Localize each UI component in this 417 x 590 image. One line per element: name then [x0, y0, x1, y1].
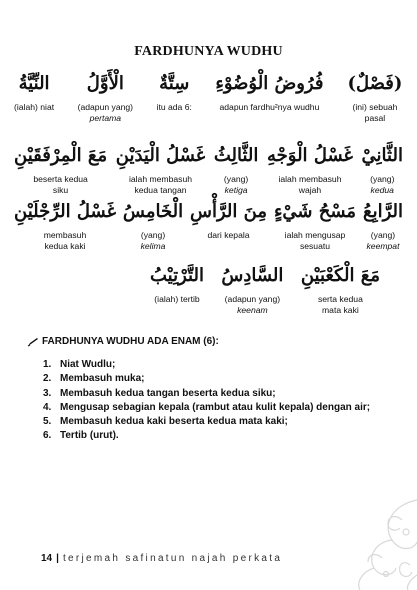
arabic-word: فُرُوضُ الْوُضُوْءِ — [215, 73, 324, 94]
translation-italic: ketiga — [224, 185, 248, 195]
translation-text: (yang) — [370, 230, 396, 240]
word-translation — [367, 230, 400, 252]
translation-italic: keempat — [366, 241, 400, 251]
list-text: Tertib (urut). — [60, 430, 119, 442]
word-translation — [35, 230, 95, 252]
list-number: 4. — [43, 401, 52, 413]
arabic-word: الْأَوَّلُ — [86, 73, 124, 94]
word-translation — [350, 102, 400, 124]
translation-text: (ini) sebuah pasal — [352, 102, 398, 123]
arabic-word: غَسْلُ الْوَجْهِ — [267, 145, 353, 166]
translation-italic: keenam — [237, 305, 268, 315]
translation-text: (adapun yang) — [77, 102, 134, 112]
arabic-word: الثَّانِيْ — [361, 145, 403, 166]
word-cell — [362, 142, 403, 196]
list-text: Membasuh muka; — [60, 373, 145, 385]
translation-text: (ialah) tertib — [154, 294, 200, 304]
word-translation — [141, 230, 166, 252]
arabic-word: مِنَ الرَّأْسِ — [190, 201, 268, 222]
arabic-word: الرَّابِعُ — [362, 201, 403, 222]
list-number: 2. — [43, 373, 52, 385]
arabic-word: مَعَ الْكَعْبَيْنِ — [300, 265, 380, 286]
word-translation — [310, 294, 370, 316]
arabic-word: التَّرْتِيْبُ — [150, 265, 204, 286]
word-cell — [123, 198, 183, 252]
word-cell — [221, 262, 283, 316]
list-item — [43, 387, 370, 401]
word-row-4 — [150, 262, 380, 316]
translation-text: (yang) — [370, 174, 395, 184]
section-heading-text: FARDHUNYA WUDHU ADA ENAM (6): — [42, 336, 219, 347]
arabic-word: النِّيَّةُ — [18, 73, 50, 94]
list-item — [43, 401, 370, 415]
page-title: FARDHUNYA WUDHU — [134, 44, 283, 59]
word-translation — [78, 102, 133, 124]
word-cell — [214, 142, 259, 196]
page-number: 14 — [41, 553, 53, 564]
word-translation — [225, 294, 280, 316]
arabic-word: مَسْحُ شَيْءٍ — [273, 201, 357, 222]
word-cell — [274, 198, 356, 252]
word-translation — [219, 102, 319, 113]
word-translation — [157, 102, 192, 113]
list-number: 1. — [43, 359, 52, 370]
word-cell — [347, 70, 403, 124]
arabic-word: السَّادِسُ — [221, 265, 284, 286]
word-cell — [190, 198, 267, 252]
list-text: Mengusap sebagian kepala (rambut atau kulit kepala) dengan air; — [60, 401, 371, 413]
translation-text: serta kedua mata kaki — [317, 294, 363, 315]
word-cell — [78, 70, 133, 124]
arabic-word: مَعَ الْمِرْفَقَيْنِ — [14, 145, 108, 166]
word-cell — [14, 70, 54, 124]
translation-italic: kedua — [370, 185, 394, 195]
translation-text: ialah membasuh wajah — [278, 174, 342, 195]
translation-text: beserta kedua siku — [33, 174, 88, 195]
translation-italic: pertama — [89, 113, 122, 123]
translation-text: (adapun yang) — [224, 294, 281, 304]
word-translation — [154, 294, 199, 305]
fardhu-list — [43, 358, 370, 444]
word-cell — [363, 198, 403, 252]
word-row-2 — [14, 142, 403, 196]
arabic-word: غَسْلُ الرِّجْلَيْنِ — [14, 201, 117, 222]
list-number: 5. — [43, 416, 52, 428]
list-text: Membasuh kedua tangan beserta kedua siku; — [60, 387, 276, 399]
section-heading — [27, 336, 219, 347]
translation-text: membasuh kedua kaki — [43, 230, 87, 251]
arabic-word: الْخَامِسُ — [122, 201, 184, 222]
word-translation — [370, 174, 394, 196]
word-cell — [157, 70, 192, 124]
list-item — [43, 358, 370, 372]
word-cell — [301, 262, 380, 316]
list-item — [43, 372, 370, 386]
word-cell — [14, 198, 116, 252]
word-cell — [150, 262, 204, 316]
arabic-word: سِتَّةٌ — [159, 73, 190, 94]
word-translation — [274, 174, 346, 196]
list-number: 6. — [43, 430, 52, 442]
word-cell — [116, 142, 205, 196]
translation-text: adapun fardhu²nya wudhu — [219, 102, 320, 112]
word-translation — [121, 174, 199, 196]
translation-text: (yang) — [140, 230, 166, 240]
word-translation — [208, 230, 250, 241]
word-cell — [14, 142, 107, 196]
word-translation — [224, 174, 248, 196]
arabic-word: (فَصْلٌ) — [347, 73, 403, 94]
list-number: 3. — [43, 387, 52, 399]
translation-text: (ialah) niat — [14, 102, 55, 112]
translation-text: itu ada 6: — [156, 102, 192, 112]
translation-italic: kelima — [140, 241, 166, 251]
word-cell — [267, 142, 353, 196]
translation-text: ialah mengusap sesuatu — [284, 230, 346, 251]
word-translation — [33, 174, 89, 196]
pen-icon — [27, 337, 39, 347]
list-text: Niat Wudlu; — [60, 359, 116, 370]
floral-ornament-icon — [322, 480, 417, 590]
word-cell — [215, 70, 323, 124]
word-translation — [280, 230, 350, 252]
list-text: Membasuh kedua kaki beserta kedua mata kaki; — [60, 416, 288, 428]
translation-text: dari kepala — [207, 230, 250, 240]
list-item — [43, 415, 370, 429]
word-row-3 — [14, 198, 403, 252]
word-translation — [14, 102, 54, 113]
arabic-word: الثَّالِثُ — [213, 145, 259, 166]
word-row-1 — [14, 70, 403, 124]
book-title: terjemah safinatun najah perkata — [62, 553, 283, 564]
translation-text: ialah membasuh kedua tangan — [128, 174, 193, 195]
page-footer — [41, 553, 282, 564]
arabic-word: غَسْلُ الْيَدَيْنِ — [115, 145, 206, 166]
translation-text: (yang) — [223, 174, 249, 184]
footer-separator: | — [56, 553, 59, 564]
list-item — [43, 429, 370, 443]
